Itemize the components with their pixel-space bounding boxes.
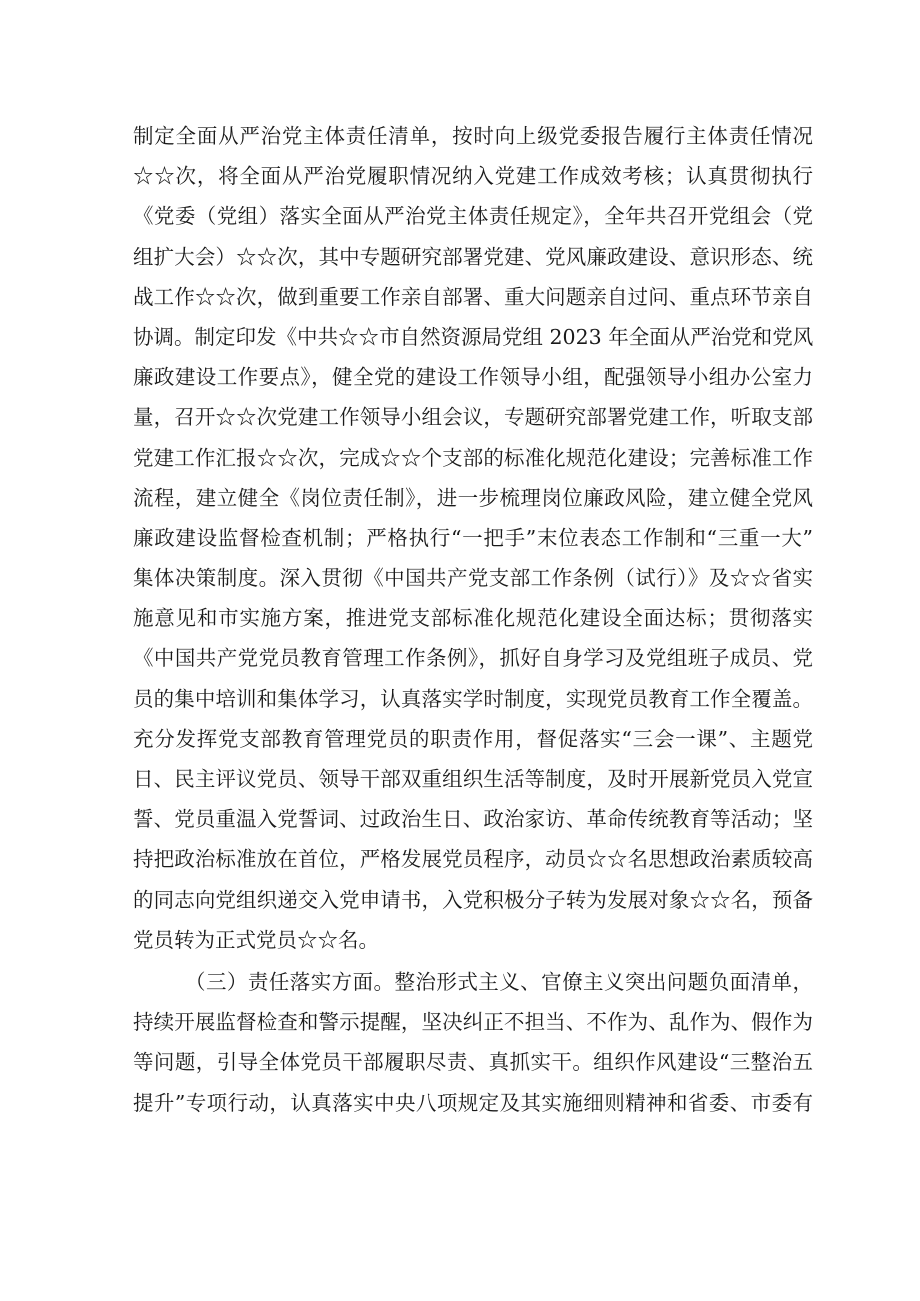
text-line: 员的集中培训和集体学习，认真落实学时制度，实现党员教育工作全覆盖。 — [133, 686, 813, 711]
text-line: 党建工作汇报☆☆次，完成☆☆个支部的标准化规范化建设；完善标准工作 — [133, 445, 813, 470]
text-line: 流程，建立健全《岗位责任制》，进一步梳理岗位廉政风险，建立健全党风 — [133, 485, 813, 510]
text-line: 集体决策制度。深入贯彻《中国共产党支部工作条例（试行）》及☆☆省实 — [133, 566, 813, 591]
text-line: 持续开展监督检查和警示提醒，坚决纠正不担当、不作为、乱作为、假作为 — [133, 1010, 813, 1035]
paragraph-responsibility-implementation — [133, 962, 813, 1123]
text-line: 施意见和市实施方案，推进党支部标准化规范化建设全面达标；贯彻落实 — [133, 606, 813, 631]
text-line: 廉政建设监督检查机制；严格执行“一把手”末位表态工作制和“三重一大” — [133, 525, 813, 550]
text-line: 廉政建设工作要点》，健全党的建设工作领导小组，配强领导小组办公室力 — [133, 365, 813, 390]
text-line: 制定全面从严治党主体责任清单，按时向上级党委报告履行主体责任情况 — [133, 124, 813, 148]
text-line: 日、民主评议党员、领导干部双重组织生活等制度，及时开展新党员入党宣 — [133, 767, 813, 791]
text-line: 协调。制定印发《中共☆☆市自然资源局党组 2023 年全面从严治党和党风 — [133, 324, 814, 349]
text-line: 战工作☆☆次，做到重要工作亲自部署、重大问题亲自过问、重点环节亲自 — [133, 284, 813, 309]
text-line: 提升”专项行动，认真落实中央八项规定及其实施细则精神和省委、市委有 — [133, 1090, 813, 1115]
text-line: 组扩大会）☆☆次，其中专题研究部署党建、党风廉政建设、意识形态、统 — [133, 244, 813, 269]
text-line: 充分发挥党支部教育管理党员的职责作用，督促落实“三会一课”、主题党 — [133, 726, 813, 751]
text-line: 等问题，引导全体党员干部履职尽责、真抓实干。组织作风建设“三整治五 — [133, 1050, 813, 1075]
text-line: 誓、党员重温入党誓词、过政治生日、政治家访、革命传统教育等活动；坚 — [133, 807, 813, 832]
text-line: 持把政治标准放在首位，严格发展党员程序，动员☆☆名思想政治素质较高 — [133, 847, 813, 872]
text-line: 《党委（党组）落实全面从严治党主体责任规定》，全年共召开党组会（党 — [133, 204, 813, 229]
text-line: 党员转为正式党员☆☆名。 — [133, 927, 379, 952]
body-text — [133, 116, 813, 1123]
text-line: 的同志向党组织递交入党申请书，入党积极分子转为发展对象☆☆名，预备 — [133, 887, 813, 912]
text-line-section-heading: （三）责任落实方面。整治形式主义、官僚主义突出问题负面清单， — [185, 969, 813, 994]
text-line: ☆☆次，将全面从严治党履职情况纳入党建工作成效考核；认真贯彻执行 — [133, 164, 813, 189]
paragraph-responsibility-list — [133, 116, 813, 960]
text-line: 量，召开☆☆次党建工作领导小组会议，专题研究部署党建工作，听取支部 — [133, 405, 813, 430]
text-line: 《中国共产党党员教育管理工作条例》，抓好自身学习及党组班子成员、党 — [133, 646, 813, 671]
